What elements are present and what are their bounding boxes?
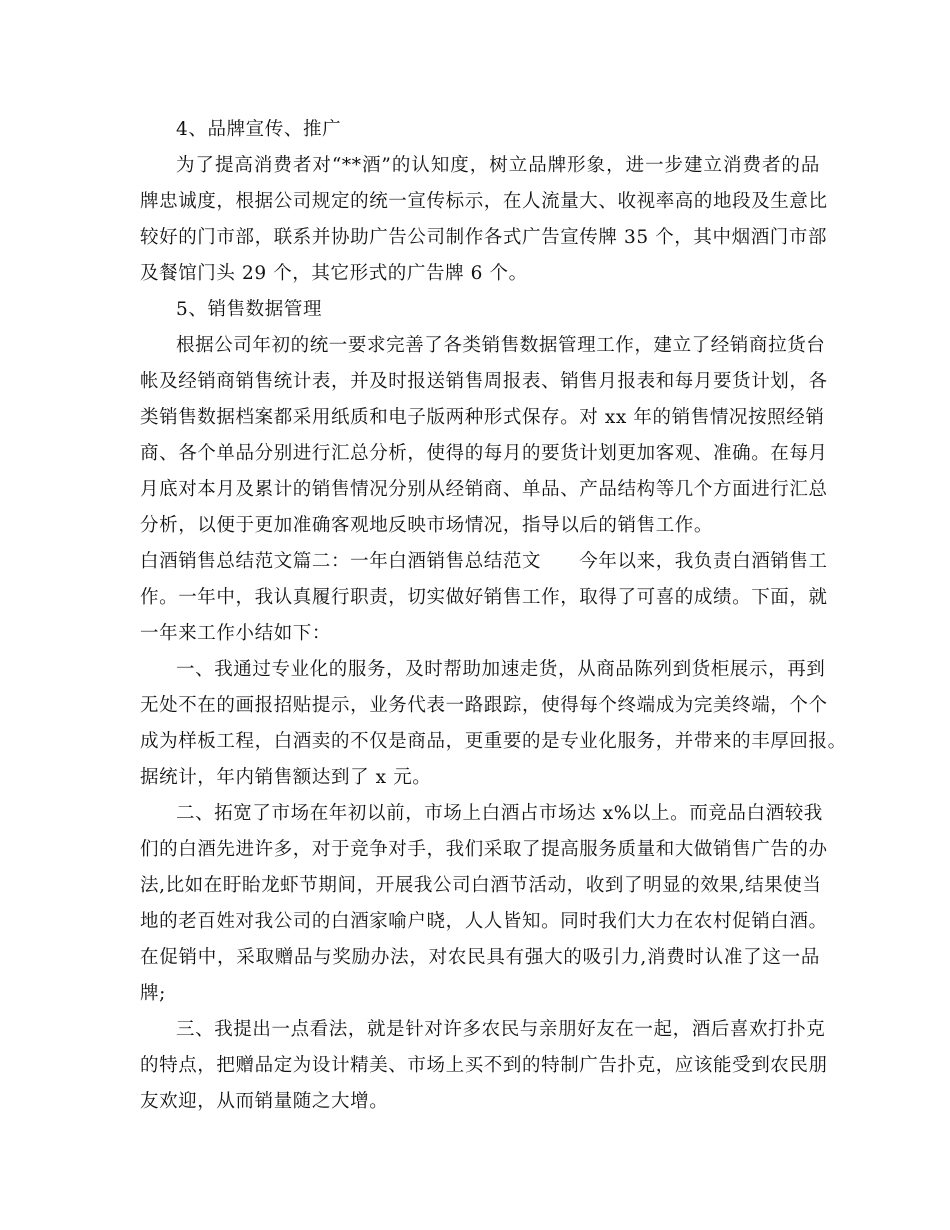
- text-line: 法,比如在盱眙龙虾节期间，开展我公司白酒节活动，收到了明显的效果,结果使当: [140, 875, 822, 896]
- document-page: [140, 112, 847, 1120]
- text-line: 及餐馆门头 29 个，其它形式的广告牌 6 个。: [140, 263, 528, 284]
- text-line: 帐及经销商销售统计表，并及时报送销售周报表、销售月报表和每月要货计划，各: [140, 371, 828, 392]
- text-line: 二、拓宽了市场在年初以前，市场上白酒占市场达 x%以上。而竞品白酒较我: [176, 803, 823, 824]
- text-line: 白酒销售总结范文篇二：一年白酒销售总结范文 今年以来，我负责白酒销售工: [140, 551, 828, 572]
- text-line: 商、各个单品分别进行汇总分析，使得的每月的要货计划更加客观、准确。在每月: [140, 443, 828, 464]
- text-line: 较好的门市部，联系并协助广告公司制作各式广告宣传牌 35 个，其中烟酒门市部: [140, 227, 828, 248]
- text-line: 为了提高消费者对“**酒”的认知度，树立品牌形象，进一步建立消费者的品: [176, 155, 820, 176]
- text-line: 4、品牌宣传、推广: [176, 119, 342, 140]
- text-line: 一年来工作小结如下：: [140, 623, 332, 644]
- text-line: 的特点，把赠品定为设计精美、市场上买不到的特制广告扑克，应该能受到农民朋: [140, 1055, 828, 1076]
- text-line: 类销售数据档案都采用纸质和电子版两种形式保存。对 xx 年的销售情况按照经销: [140, 407, 825, 428]
- text-line: 据统计，年内销售额达到了 x 元。: [140, 767, 432, 788]
- text-line: 5、销售数据管理: [176, 299, 323, 320]
- text-line: 三、我提出一点看法，就是针对许多农民与亲朋好友在一起，酒后喜欢打扑克: [176, 1019, 826, 1040]
- text-line: 月底对本月及累计的销售情况分别从经销商、单品、产品结构等几个方面进行汇总: [140, 479, 828, 500]
- text-line: 成为样板工程，白酒卖的不仅是商品，更重要的是专业化服务，并带来的丰厚回报。: [140, 731, 847, 752]
- text-line: 牌忠诚度，根据公司规定的统一宣传标示，在人流量大、收视率高的地段及生意比: [140, 191, 828, 212]
- text-line: 友欢迎，从而销量随之大增。: [140, 1091, 389, 1112]
- text-line: 作。一年中，我认真履行职责，切实做好销售工作，取得了可喜的成绩。下面，就: [140, 587, 828, 608]
- text-line: 们的白酒先进许多，对于竞争对手，我们采取了提高服务质量和大做销售广告的办: [140, 839, 828, 860]
- text-line: 分析，以便于更加准确客观地反映市场情况，指导以后的销售工作。: [140, 515, 714, 536]
- text-line: 一、我通过专业化的服务，及时帮助加速走货，从商品陈列到货柜展示，再到: [176, 659, 826, 680]
- text-line: 地的老百姓对我公司的白酒家喻户晓，人人皆知。同时我们大力在农村促销白酒。: [140, 911, 828, 932]
- text-line: 在促销中，采取赠品与奖励办法，对农民具有强大的吸引力,消费时认准了这一品: [140, 947, 820, 968]
- text-line: 无处不在的画报招贴提示，业务代表一路跟踪，使得每个终端成为完美终端，个个: [140, 695, 828, 716]
- text-line: 牌;: [140, 983, 166, 1004]
- text-line: 根据公司年初的统一要求完善了各类销售数据管理工作，建立了经销商拉货台: [176, 335, 826, 356]
